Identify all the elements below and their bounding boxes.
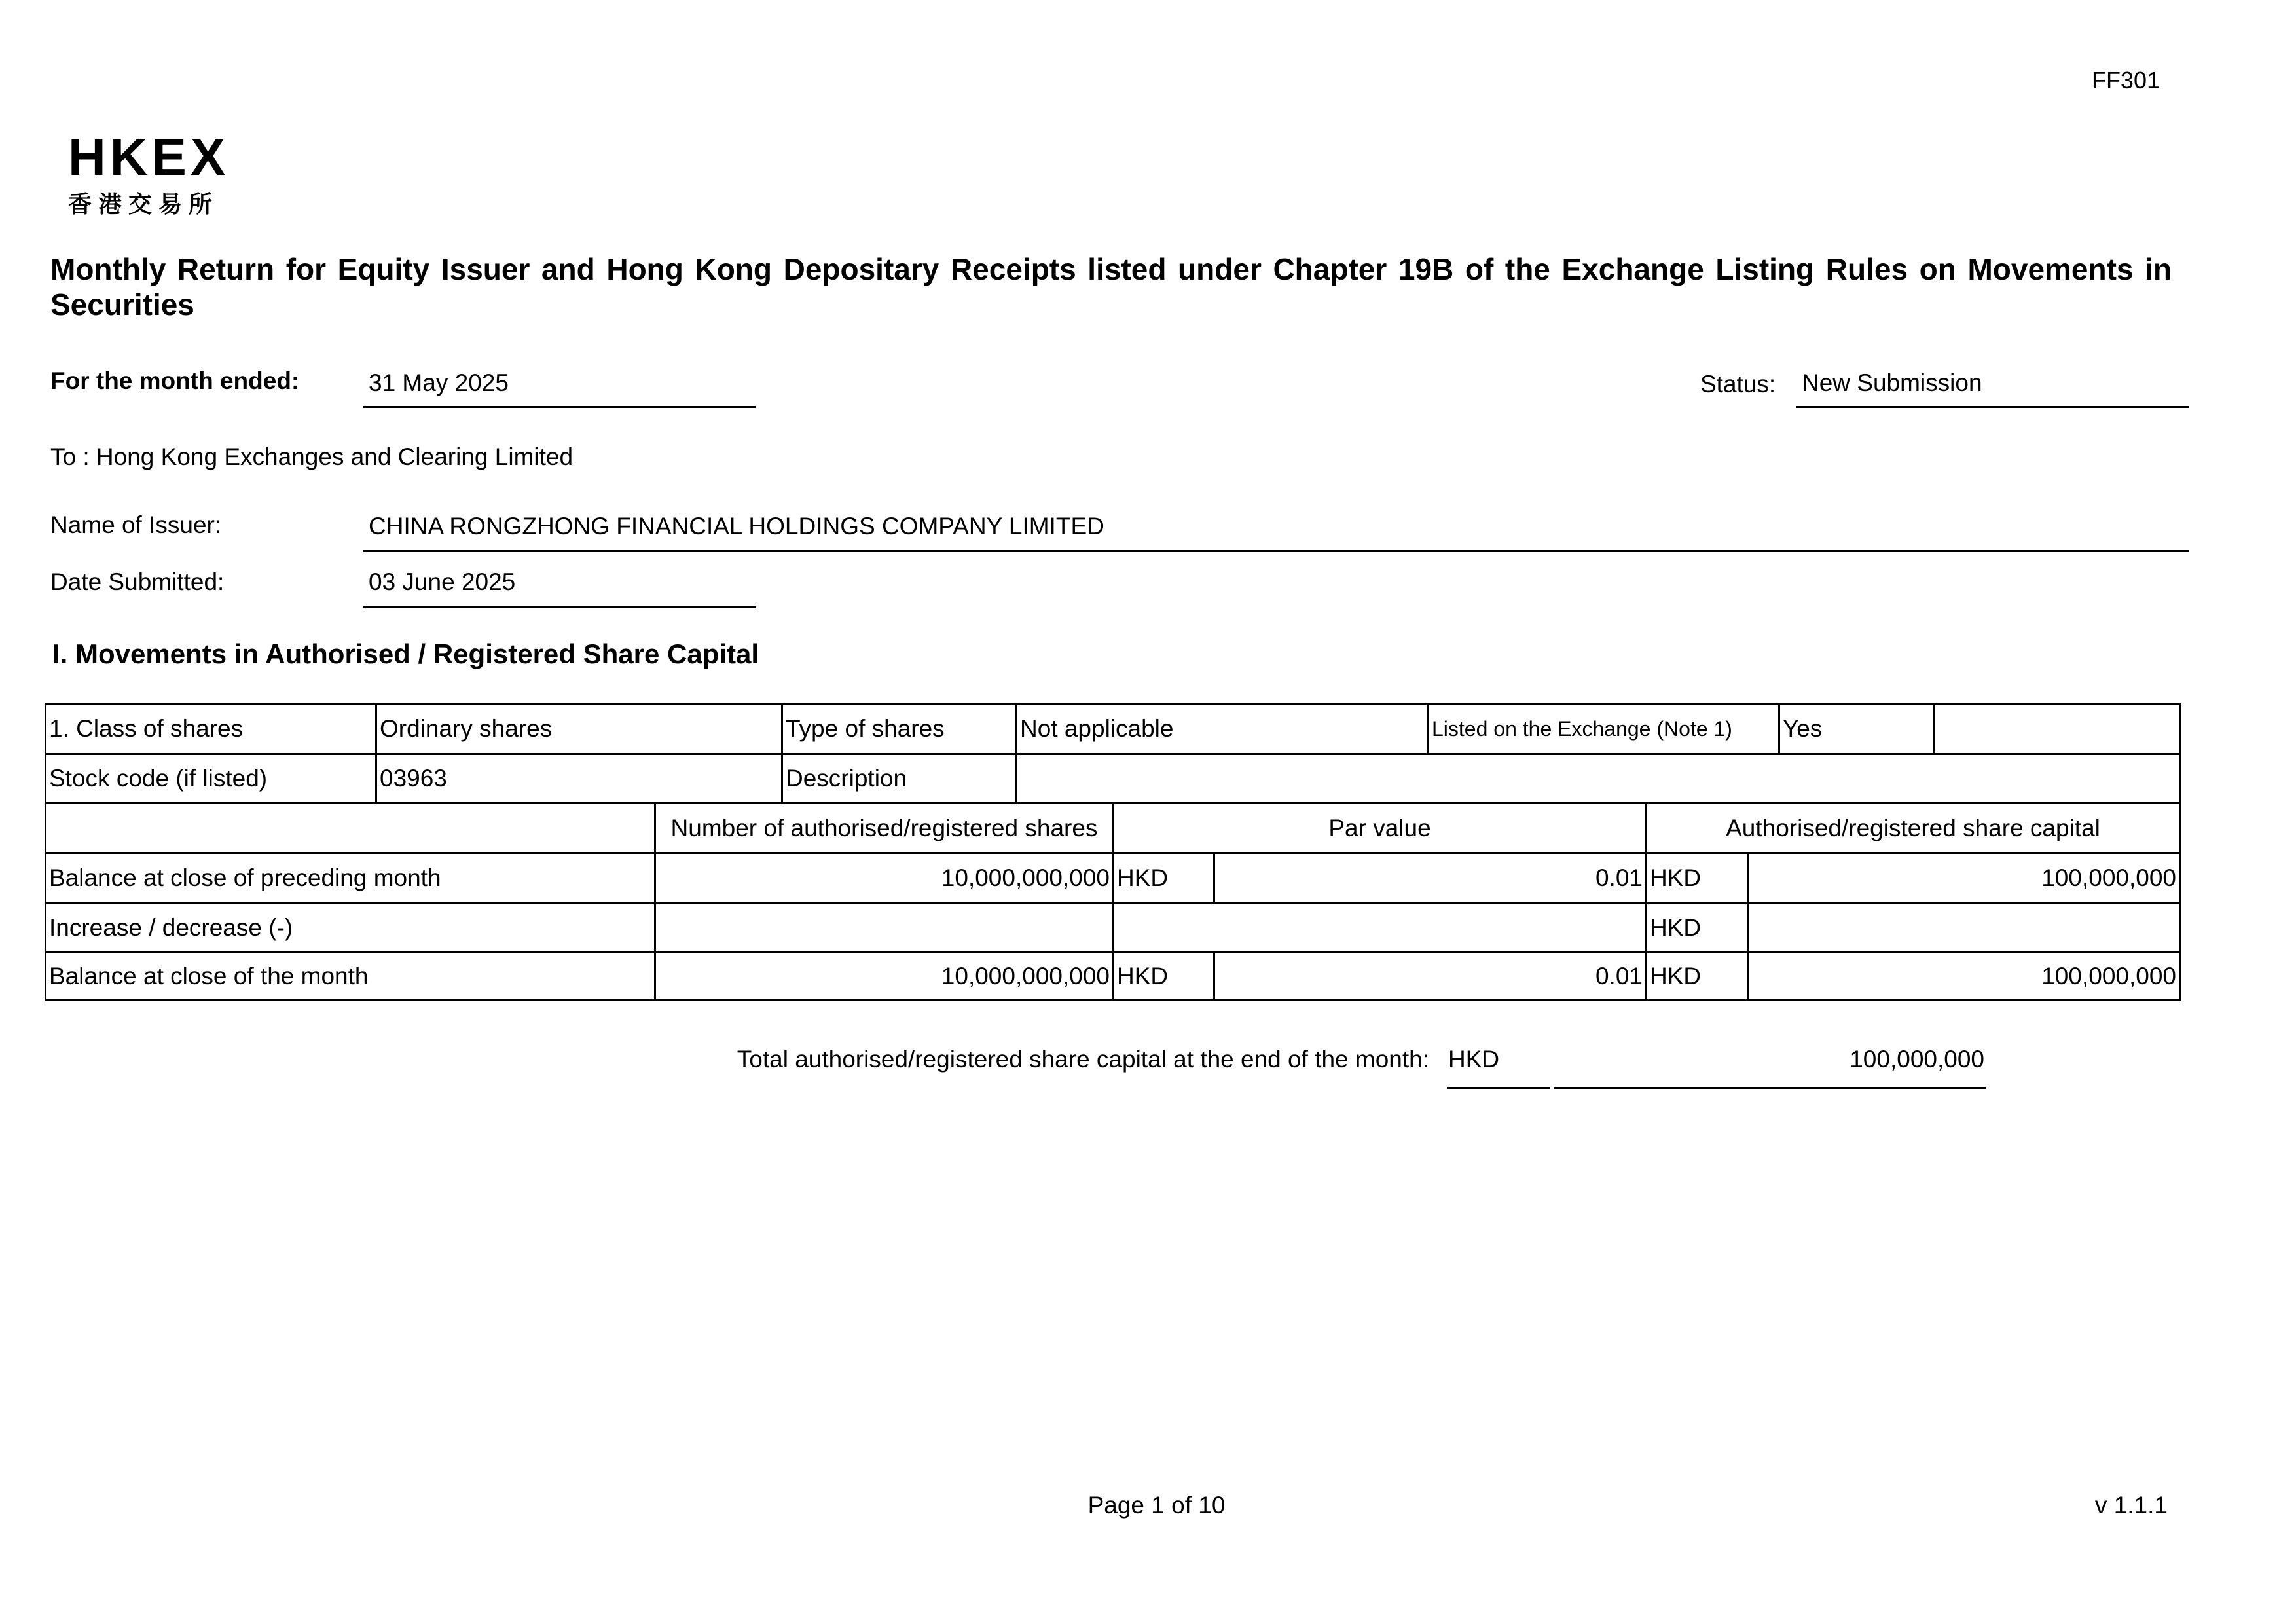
row-label: Balance at close of preceding month [45,854,656,902]
status-label: Status: [1700,371,1776,397]
row-shares: 10,000,000,000 [656,953,1114,999]
table-header-row [45,802,2181,852]
col-shares-header: Number of authorised/registered shares [656,804,1114,852]
total-amount: 100,000,000 [1850,1046,1984,1073]
row-shares: 10,000,000,000 [656,854,1114,902]
section-title: I. Movements in Authorised / Registered Share Capital [52,638,759,669]
stock-code-value: 03963 [377,755,783,802]
total-currency: HKD [1448,1046,1500,1073]
row-capital: 100,000,000 [1749,953,2181,999]
type-label: Type of shares [783,705,1017,753]
row-par-currency: HKD [1114,953,1215,999]
hkex-logo [68,128,230,219]
month-ended-underline [363,406,756,408]
logo-zh: 香港交易所 [68,191,219,217]
date-submitted-underline [363,606,756,608]
row-label: Increase / decrease (-) [45,904,656,951]
row-par-value [1114,904,1647,951]
listed-extra [1935,705,2181,753]
row-capital [1749,904,2181,951]
row-shares [656,904,1114,951]
page-number: Page 1 of 10 [1087,1492,1226,1519]
row-par-value: 0.01 [1215,953,1647,999]
month-ended-label: For the month ended: [50,367,300,394]
logo-en: HKEX [68,128,230,186]
total-currency-underline [1447,1087,1550,1089]
description-label: Description [783,755,1017,802]
date-submitted-value: 03 June 2025 [369,568,516,595]
class-of-shares-row [45,703,2181,753]
header-blank [45,804,656,852]
stock-code-label: Stock code (if listed) [45,755,377,802]
status-underline [1796,406,2189,408]
listed-label: Listed on the Exchange (Note 1) [1429,705,1780,753]
table-row [45,852,2181,902]
row-par-value: 0.01 [1215,854,1647,902]
col-capital-header: Authorised/registered share capital [1647,804,2181,852]
table-row [45,951,2181,1001]
col-par-header: Par value [1114,804,1647,852]
row-par-currency: HKD [1114,854,1215,902]
status-value: New Submission [1802,369,1982,396]
class-value: Ordinary shares [377,705,783,753]
total-label: Total authorised/registered share capital at the end of the month: [737,1046,1429,1073]
issuer-underline [363,550,2189,552]
table-row [45,902,2181,951]
share-capital-table [45,703,2181,1001]
row-capital-currency: HKD [1647,854,1749,902]
description-value [1017,755,2181,802]
row-label: Balance at close of the month [45,953,656,999]
stock-code-row [45,753,2181,802]
form-code: FF301 [2091,67,2160,94]
total-amount-underline [1554,1087,1986,1089]
row-capital: 100,000,000 [1749,854,2181,902]
listed-value: Yes [1780,705,1935,753]
issuer-value: CHINA RONGZHONG FINANCIAL HOLDINGS COMPANY LIMITED [369,513,1104,540]
class-label: 1. Class of shares [45,705,377,753]
month-ended-value: 31 May 2025 [369,369,509,396]
row-capital-currency: HKD [1647,904,1749,951]
type-value: Not applicable [1017,705,1429,753]
version-label: v 1.1.1 [2094,1492,2168,1519]
date-submitted-label: Date Submitted: [50,568,225,595]
issuer-label: Name of Issuer: [50,511,222,538]
row-capital-currency: HKD [1647,953,1749,999]
page-title: Monthly Return for Equity Issuer and Hong Kong Depositary Receipts listed under Chapter 19B of the Exchange Listing Rules on Movements in Securities [50,252,2172,322]
to-line: To : Hong Kong Exchanges and Clearing Limited [50,443,574,470]
